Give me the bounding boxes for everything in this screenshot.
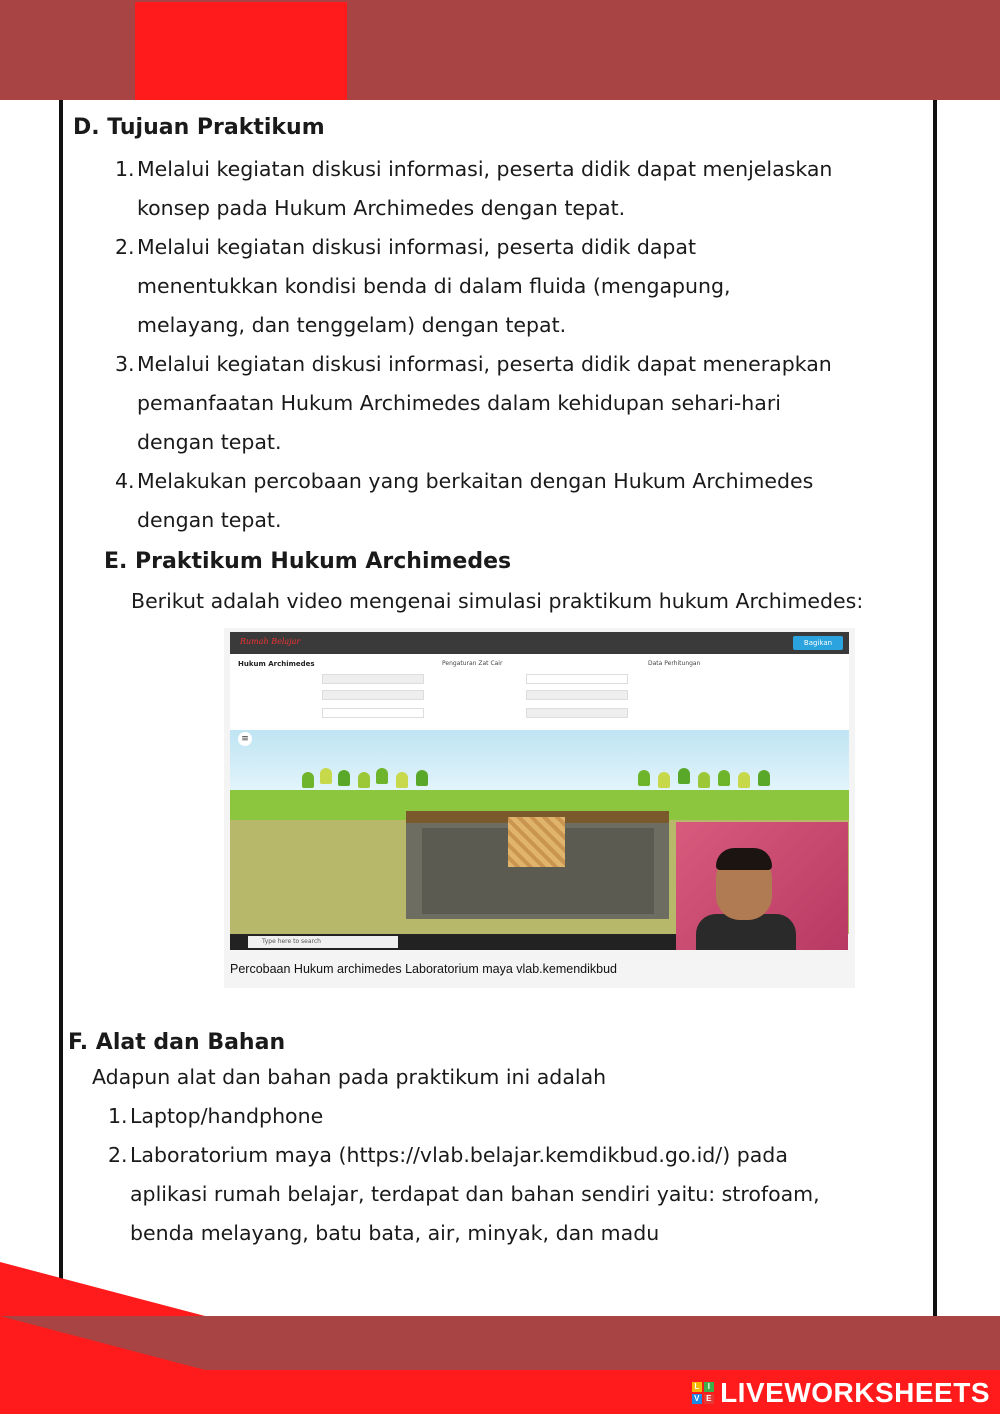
list-item: 1. Laptop/handphone [108,1104,324,1128]
tree-icon [338,770,350,786]
sim-wood-block [508,817,565,867]
video-thumbnail[interactable] [224,628,855,988]
left-border-line [59,100,63,1320]
sim-input [322,674,424,684]
header-accent-block [135,2,347,100]
tree-icon [698,772,710,788]
tree-icon [302,772,314,788]
section-e-title: E. Praktikum Hukum Archimedes [104,549,512,574]
list-item: 2. Melalui kegiatan diskusi informasi, peserta didik dapat menentukkan kondisi benda di dalam fluida (mengapung, melayang, dan tenggelam) dengan tepat. [115,235,731,337]
sim-control-panel [230,654,849,730]
sim-share-button[interactable]: Bagikan [793,636,843,650]
tree-icon [376,768,388,784]
sim-input [526,708,628,718]
tree-icon [678,768,690,784]
sim-input [322,708,424,718]
tree-icon [758,770,770,786]
section-d-list [115,150,917,540]
section-e-intro: Berikut adalah video mengenai simulasi praktikum hukum Archimedes: [131,589,864,613]
liveworksheets-brand[interactable] [692,1378,990,1408]
sim-panel-title: Hukum Archimedes [238,660,315,668]
tree-icon [396,772,408,788]
tree-icon [718,770,730,786]
sim-input [526,690,628,700]
right-border-line [933,100,937,1320]
tree-icon [358,772,370,788]
tree-icon [738,772,750,788]
brand-name: LIVEWORKSHEETS [720,1377,990,1408]
footer-triangle-upper [0,1262,205,1316]
webcam-person-hair [716,848,772,870]
section-f-intro: Adapun alat dan bahan pada praktikum ini adalah [92,1065,607,1089]
liveworksheets-logo-icon: L I V E [692,1382,714,1404]
list-item: 2. Laboratorium maya (https://vlab.belajar.kemdikbud.go.id/) pada aplikasi rumah belajar, terdapat dan bahan sendiri yaitu: strofoam, benda melayang, batu bata, air, minyak, dan madu [108,1143,820,1245]
sim-logo: Rumah Belajar [240,637,301,646]
sim-input [526,674,628,684]
tree-icon [658,772,670,788]
section-f-title: F. Alat dan Bahan [68,1030,286,1055]
sim-calc-title: Data Perhitungan [648,660,701,667]
list-item: 4. Melakukan percobaan yang berkaitan dengan Hukum Archimedes dengan tepat. [115,469,814,532]
tree-icon [416,770,428,786]
section-f-list [108,1097,892,1253]
sim-navbar [230,632,849,654]
sim-menu-icon: ≡ [238,732,252,746]
tree-icon [638,770,650,786]
list-item: 3. Melalui kegiatan diskusi informasi, peserta didik dapat menerapkan pemanfaatan Hukum Archimedes dalam kehidupan sehari-hari dengan tepat. [115,352,832,454]
section-d-title: D. Tujuan Praktikum [73,115,325,140]
list-item: 1. Melalui kegiatan diskusi informasi, peserta didik dapat menjelaskan konsep pada Hukum Archimedes dengan tepat. [115,157,833,220]
sim-input [322,690,424,700]
sim-fluid-title: Pengaturan Zat Cair [442,660,503,667]
video-caption: Percobaan Hukum archimedes Laboratorium maya vlab.kemendikbud [230,962,618,976]
tree-icon [320,768,332,784]
sim-taskbar-search: Type here to search [248,936,398,948]
